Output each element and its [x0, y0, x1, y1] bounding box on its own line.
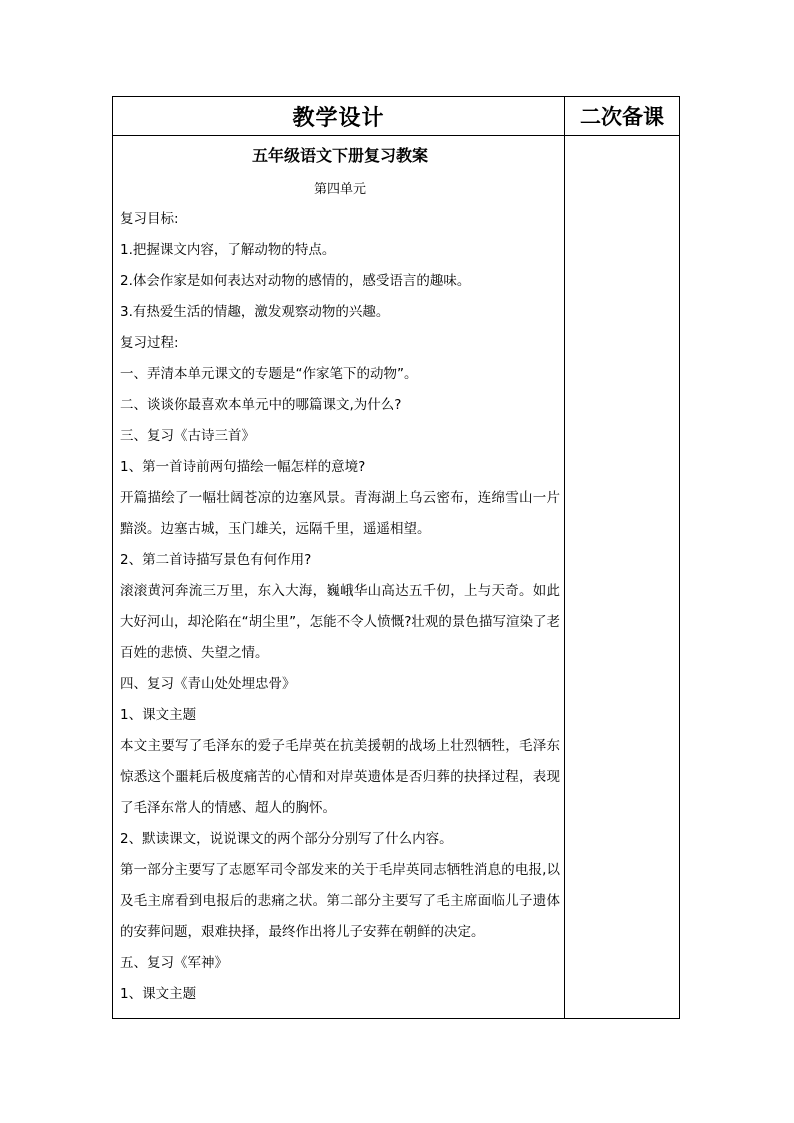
paragraph: 开篇描绘了一幅壮阔苍凉的边塞风景。青海湖上乌云密布，连绵雪山一片黯淡。边塞古城，玉门雄关，远隔千里，遥遥相望。 — [120, 490, 560, 537]
paragraph: 本文主要写了毛泽东的爱子毛岸英在抗美援朝的战场上壮烈牺牲，毛泽东惊悉这个噩耗后极度痛苦的心情和对岸英遗体是否归葬的抉择过程，表现了毛泽东常人的情感、超人的胸怀。 — [120, 738, 560, 816]
text-line: 复习过程: — [120, 335, 179, 351]
text-line: 1.把握课文内容，了解动物的特点。 — [120, 242, 336, 258]
text-line: 复习目标: — [120, 211, 179, 227]
column-divider — [564, 97, 565, 1018]
text-line: 1、第一首诗前两句描绘一幅怎样的意境? — [120, 459, 366, 475]
unit-label: 第四单元 — [313, 182, 366, 197]
text-line: 1、课文主题 — [120, 707, 197, 723]
text-line: 1、课文主题 — [120, 986, 197, 1002]
text-line: 2、默读课文，说说课文的两个部分分别写了什么内容。 — [120, 831, 453, 847]
text-line: 三、复习《古诗三首》 — [120, 428, 255, 444]
text-line: 3.有热爱生活的情趣，激发观察动物的兴趣。 — [120, 304, 390, 320]
paragraph: 滚滚黄河奔流三万里，东入大海，巍峨华山高达五千仞，上与天奇。如此大好河山，却沦陷在“胡尘里”，怎能不令人愤慨?壮观的景色描写渲染了老百姓的悲愤、失望之情。 — [120, 583, 560, 661]
text-line: 四、复习《青山处处埋忠骨》 — [120, 676, 296, 692]
doc-title: 五年级语文下册复习教案 — [251, 146, 428, 165]
text-line: 2.体会作家是如何表达对动物的感情的，感受语言的趣味。 — [120, 273, 471, 289]
header-teaching-design: 教学设计 — [292, 105, 385, 131]
text-line: 二、谈谈你最喜欢本单元中的哪篇课文,为什么? — [120, 397, 402, 413]
text-line: 一、弄清本单元课文的专题是“作家笔下的动物”。 — [120, 366, 418, 382]
paragraph: 第一部分主要写了志愿军司令部发来的关于毛岸英同志牺牲消息的电报,以及毛主席看到电报后的悲痛之状。第二部分主要写了毛主席面临儿子遗体的安葬问题，艰难抉择，最终作出将儿子安葬在朝鲜的决定。 — [120, 862, 560, 940]
text-line: 2、第二首诗描写景色有何作用? — [120, 552, 312, 568]
main-content — [120, 136, 560, 1010]
lesson-plan-table — [112, 96, 680, 1019]
text-line: 五、复习《军神》 — [120, 955, 228, 971]
header-second-prep: 二次备课 — [580, 105, 664, 129]
